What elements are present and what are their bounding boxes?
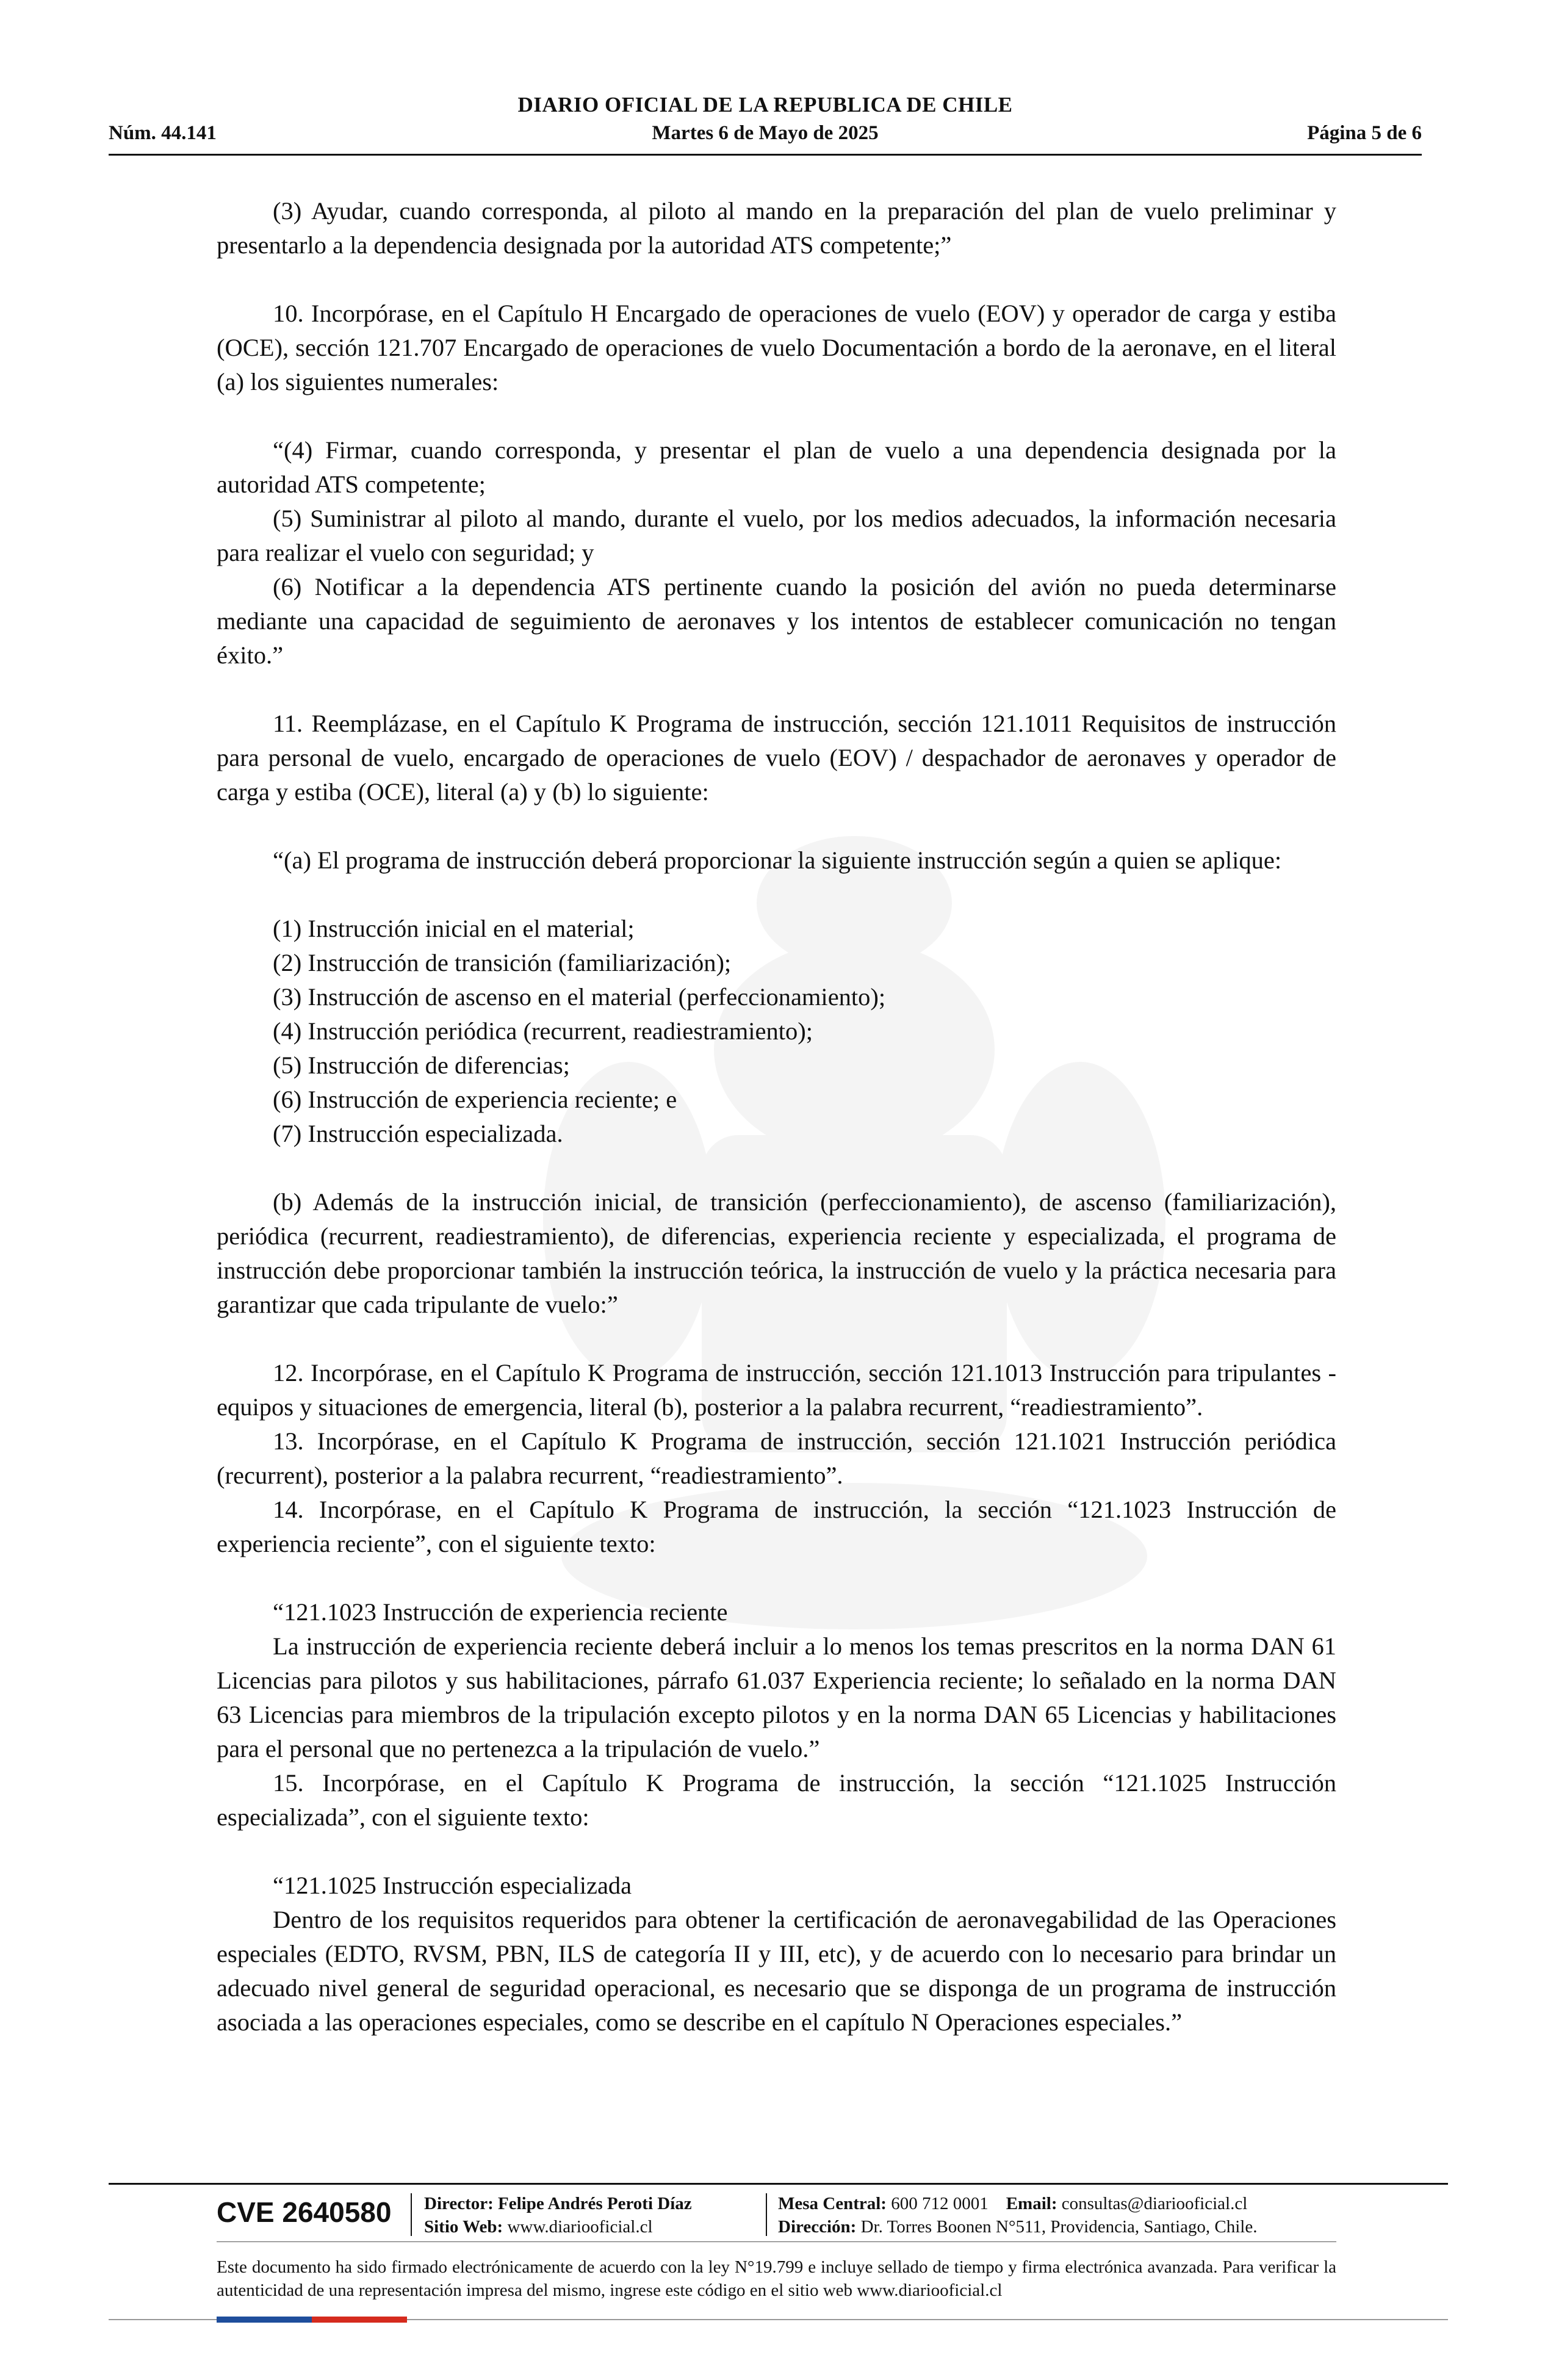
footer-director-block [424, 2192, 692, 2238]
issue-date: Martes 6 de Mayo de 2025 [652, 122, 879, 144]
cve-code: CVE 2640580 [217, 2196, 392, 2228]
list-item: (7) Instrucción especializada. [273, 1120, 563, 1147]
paragraph: 14. Incorpórase, en el Capítulo K Programa de instrucción, la sección “121.1023 Instrucción de experiencia reciente”, con el siguiente texto: [217, 1496, 1336, 1557]
signature-disclaimer: Este documento ha sido firmado electrónicamente de acuerdo con la ley N°19.799 e incluye sellado de tiempo y firma electrónica avanzada. Para verificar la autenticidad de una representación impresa del mismo, ingrese este código en el sitio web www.diariooficial.cl [217, 2257, 1336, 2300]
address-text: Dr. Torres Boonen N°511, Providencia, Santiago, Chile. [860, 2217, 1258, 2237]
list-item: (6) Instrucción de experiencia reciente; e [273, 1086, 677, 1113]
list-item: (3) Instrucción de ascenso en el material (perfeccionamiento); [273, 983, 886, 1011]
address-label: Dirección: [778, 2217, 857, 2237]
footer-divider [109, 2183, 1448, 2185]
issue-number: Núm. 44.141 [109, 122, 217, 144]
paragraph: 13. Incorpórase, en el Capítulo K Programa de instrucción, sección 121.1021 Instrucción periódica (recurrent), posterior a la palabra recurrent, “readiestramiento”. [217, 1427, 1336, 1489]
paragraph: “(a) El programa de instrucción deberá proporcionar la siguiente instrucción según a quien se aplique: [273, 846, 1282, 874]
paragraph: “(4) Firmar, cuando corresponda, y presentar el plan de vuelo a una dependencia designada por la autoridad ATS competente; [217, 436, 1336, 498]
paragraph: (5) Suministrar al piloto al mando, durante el vuelo, por los medios adecuados, la información necesaria para realizar el vuelo con seguridad; y [217, 505, 1336, 566]
email-label: Email: [1006, 2194, 1057, 2213]
header-divider [109, 154, 1422, 156]
email-link[interactable]: consultas@diariooficial.cl [1061, 2194, 1248, 2213]
section-heading: “121.1023 Instrucción de experiencia reciente [273, 1598, 728, 1626]
paragraph: 11. Reemplázase, en el Capítulo K Programa de instrucción, sección 121.1011 Requisitos de instrucción para personal de vuelo, encargado de operaciones de vuelo (EOV) / despachador de aeronaves y operador de carga y estiba (OCE), literal (a) y (b) lo siguiente: [217, 710, 1336, 806]
flag-stripe-blue [217, 2317, 312, 2323]
list-item: (2) Instrucción de transición (familiarización); [273, 949, 732, 976]
section-heading: “121.1025 Instrucción especializada [273, 1872, 632, 1899]
paragraph: (b) Además de la instrucción inicial, de transición (perfeccionamiento), de ascenso (familiarización), periódica (recurrent, readiestramiento), de diferencias, experiencia reciente y especializada, el programa de instrucción debe proporcionar también la instrucción teórica, la instrucción de vuelo y la práctica necesaria para garantizar que cada tripulante de vuelo:” [217, 1188, 1336, 1318]
list-item: (1) Instrucción inicial en el material; [273, 915, 635, 942]
website-link[interactable]: www.diariooficial.cl [507, 2217, 653, 2237]
paragraph: La instrucción de experiencia reciente deberá incluir a lo menos los temas prescritos en la norma DAN 61 Licencias para pilotos y sus habilitaciones, párrafo 61.037 Experiencia reciente; lo señalado en la norma DAN 63 Licencias para miembros de la tripulación excepto pilotos y en la norma DAN 65 Licencias y habilitaciones para el personal que no pertenezca a la tripulación de vuelo.” [217, 1632, 1336, 1762]
page-footer [217, 2190, 1336, 2238]
page-indicator: Página 5 de 6 [1307, 122, 1422, 144]
paragraph: Dentro de los requisitos requeridos para obtener la certificación de aeronavegabilidad de las Operaciones especiales (EDTO, RVSM, PBN, ILS de categoría II y III, etc), y de acuerdo con lo necesario para brindar un adecuado nivel general de seguridad operacional, es necesario que se disponga de un programa de instrucción asociada a las operaciones especiales, como se describe en el capítulo N Operaciones especiales.” [217, 1906, 1336, 2036]
paragraph: 15. Incorpórase, en el Capítulo K Programa de instrucción, la sección “121.1025 Instrucción especializada”, con el siguiente texto: [217, 1769, 1336, 1831]
paragraph: 12. Incorpórase, en el Capítulo K Programa de instrucción, sección 121.1013 Instrucción para tripulantes - equipos y situaciones de emergencia, literal (b), posterior a la palabra recurrent, “readiestramiento”. [217, 1359, 1336, 1421]
director-label: Director: [424, 2194, 494, 2213]
list-item: (5) Instrucción de diferencias; [273, 1051, 570, 1079]
footer-separator [411, 2193, 412, 2236]
phone-label: Mesa Central: [778, 2194, 887, 2213]
website-label: Sitio Web: [424, 2217, 503, 2237]
phone-number: 600 712 0001 [891, 2194, 989, 2213]
list-item: (4) Instrucción periódica (recurrent, readiestramiento); [273, 1017, 813, 1045]
newspaper-title: DIARIO OFICIAL DE LA REPUBLICA DE CHILE [517, 93, 1013, 117]
document-body [217, 194, 1336, 2039]
footer-contact-block [778, 2192, 1257, 2238]
footer-separator [766, 2193, 767, 2236]
paragraph: 10. Incorpórase, en el Capítulo H Encargado de operaciones de vuelo (EOV) y operador de carga y estiba (OCE), sección 121.707 Encargado de operaciones de vuelo Documentación a bordo de la aeronave, en el literal (a) los siguientes numerales: [217, 300, 1336, 395]
page-header [109, 93, 1422, 151]
instruction-list [217, 912, 1336, 1151]
paragraph: (3) Ayudar, cuando corresponda, al piloto al mando en la preparación del plan de vuelo preliminar y presentarlo a la dependencia designada por la autoridad ATS competente;” [217, 197, 1336, 259]
director-name: Felipe Andrés Peroti Díaz [498, 2194, 692, 2213]
footer-thin-divider [217, 2241, 1336, 2242]
flag-stripe-red [312, 2317, 407, 2323]
paragraph: (6) Notificar a la dependencia ATS pertinente cuando la posición del avión no pueda determinarse mediante una capacidad de seguimiento de aeronaves y los intentos de establecer comunicación no tengan éxito.” [217, 573, 1336, 669]
